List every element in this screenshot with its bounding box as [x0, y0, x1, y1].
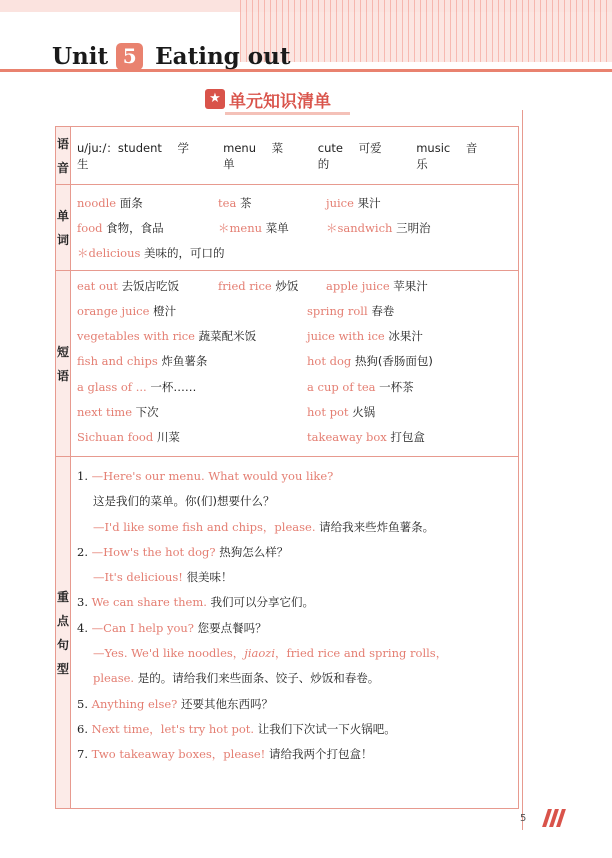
list-item: ＊delicious 美味的，可口的	[77, 246, 225, 260]
list-item: vegetables with rice 蔬菜配米饭	[77, 329, 257, 344]
table-row-phrases	[56, 271, 519, 457]
sentence-line: 5. Anything else? 还要其他东西吗？	[77, 696, 274, 711]
list-item: music 音乐	[416, 140, 478, 171]
sentence-line: 这是我们的菜单。你(们)想要什么？	[93, 494, 275, 509]
table-row-words	[56, 185, 519, 271]
table-row-pronunciation	[56, 127, 519, 185]
list-item: noodle 面条	[77, 196, 143, 210]
sentence-line: 2. —How's the hot dog? 热狗怎么样？	[77, 544, 289, 559]
sentence-line: —I'd like some fish and chips，please. 请给我来些炸鱼薯条。	[93, 519, 435, 534]
list-item: ＊sandwich 三明治	[326, 221, 431, 235]
section-title	[205, 86, 331, 112]
category-words: 单词	[56, 185, 71, 271]
list-item: hot dog 热狗(香肠面包)	[307, 354, 433, 369]
words-content	[71, 185, 519, 271]
unit-label: Unit	[52, 42, 109, 70]
sentence-line: 3. We can share them. 我们可以分享它们。	[77, 595, 315, 610]
list-item: a cup of tea 一杯茶	[307, 379, 414, 394]
sentence-line: 6. Next time，let's try hot pot. 让我们下次试一下火锅吧。	[77, 721, 396, 736]
pronunciation-content	[71, 127, 519, 185]
list-item: spring roll 春卷	[307, 304, 395, 318]
unit-number-badge: 5	[116, 43, 143, 70]
star-icon: ★	[205, 89, 225, 109]
list-item: tea 茶	[218, 196, 252, 210]
category-phrases: 短语	[56, 271, 71, 457]
list-item: apple juice 苹果汁	[326, 279, 428, 293]
unit-title	[52, 40, 290, 72]
sentence-line: 4. —Can I help you? 您要点餐吗？	[77, 620, 267, 635]
margin-rule	[522, 110, 523, 830]
list-item: hot pot 火锅	[307, 404, 376, 419]
category-sentences: 重点 句型	[56, 457, 71, 809]
list-item: orange juice 橙汁	[77, 304, 177, 318]
unit-name: Eating out	[155, 42, 291, 70]
knowledge-table	[55, 126, 519, 809]
list-item: food 食物，食品	[77, 221, 164, 235]
list-item: u/juː/：student 学生	[77, 140, 190, 171]
header-stripes	[240, 0, 612, 62]
list-item: juice 果汁	[326, 196, 381, 210]
sentence-line: please. 是的。请给我们来些面条、饺子、炒饭和春卷。	[93, 671, 380, 686]
list-item: Sichuan food 川菜	[77, 429, 180, 444]
list-item: juice with ice 冰果汁	[307, 329, 423, 344]
list-item: eat out 去饭店吃饭	[77, 279, 180, 293]
section-title-underline	[225, 112, 350, 115]
page-mark-icon	[543, 809, 567, 827]
section-title-text: 单元知识清单	[229, 91, 331, 112]
page-number: 5	[520, 813, 527, 824]
list-item: fried rice 炒饭	[218, 279, 299, 293]
list-item: takeaway box 打包盒	[307, 429, 425, 444]
sentence-line: —It's delicious! 很美味！	[93, 570, 233, 585]
list-item: ＊menu 菜单	[218, 221, 289, 235]
list-item: a glass of ... 一杯……	[77, 379, 197, 394]
list-item: fish and chips 炸鱼薯条	[77, 354, 208, 369]
sentence-line: 7. Two takeaway boxes，please! 请给我两个打包盒！	[77, 747, 373, 762]
list-item: cute 可爱的	[317, 140, 382, 171]
table-row-sentences	[56, 457, 519, 809]
phrases-content	[71, 271, 519, 457]
sentence-line: 1. —Here's our menu. What would you like?	[77, 469, 334, 483]
list-item: menu 菜单	[223, 140, 284, 171]
category-pronunciation: 语音	[56, 127, 71, 185]
sentence-line: —Yes. We'd like noodles，jiaozi，fried rice and spring rolls，	[93, 646, 448, 661]
sentences-content	[71, 457, 519, 809]
list-item: next time 下次	[77, 404, 159, 419]
